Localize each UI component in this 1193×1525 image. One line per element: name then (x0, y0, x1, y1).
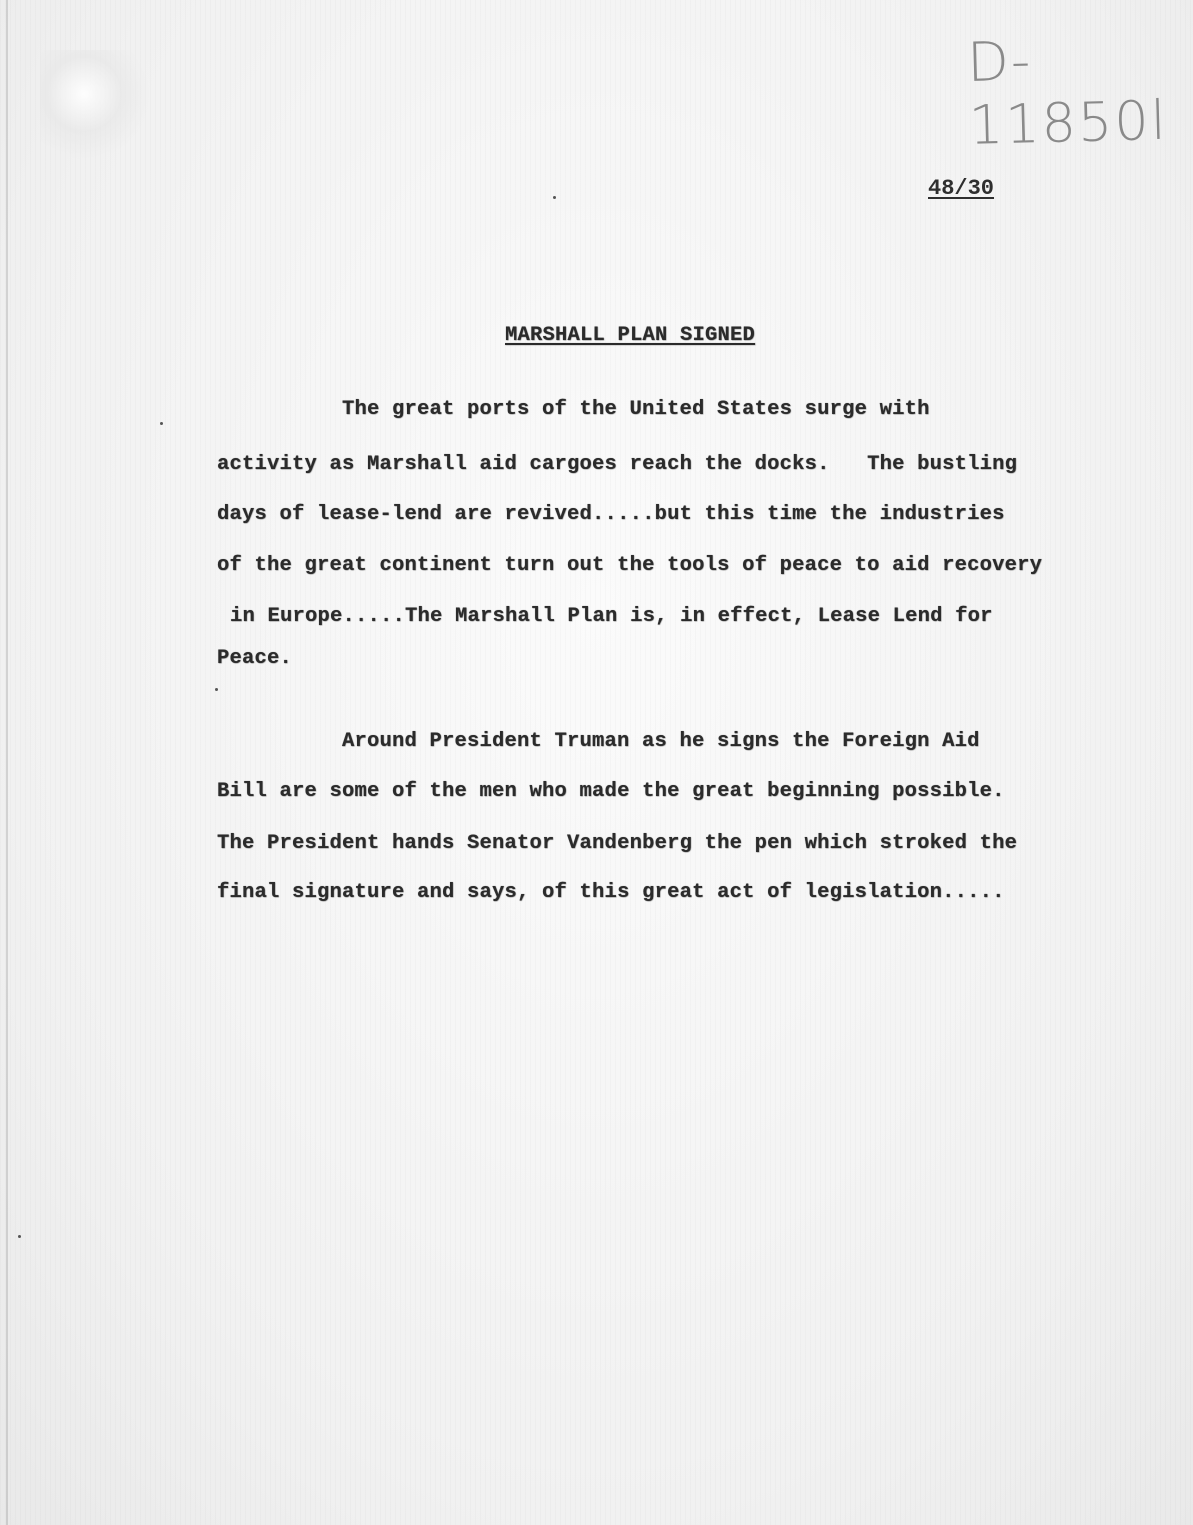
paragraph2-line: The President hands Senator Vandenberg the pen which stroked the (217, 832, 1018, 855)
paragraph1-line: in Europe.....The Marshall Plan is, in effect, Lease Lend for (230, 605, 993, 628)
handwritten-document-id: D-11850l (966, 29, 1169, 157)
document-title: MARSHALL PLAN SIGNED (505, 324, 756, 347)
paragraph2-line: Bill are some of the men who made the great beginning possible. (217, 780, 1005, 803)
paper-stain (40, 50, 150, 160)
page-number: 48/30 (928, 176, 995, 201)
speck (553, 196, 556, 199)
paragraph1-line: days of lease-lend are revived.....but this time the industries (217, 503, 1005, 526)
speck (215, 688, 218, 691)
paragraph1-line: The great ports of the United States surge with (342, 398, 930, 421)
paragraph1-line: activity as Marshall aid cargoes reach the docks. The bustling (217, 453, 1018, 476)
paragraph2-line: final signature and says, of this great act of legislation..... (217, 881, 1005, 904)
speck (18, 1235, 21, 1238)
paragraph1-line: Peace. (217, 647, 293, 670)
paper-edge (6, 0, 8, 1525)
paragraph2-line: Around President Truman as he signs the Foreign Aid (342, 730, 980, 753)
paragraph1-line: of the great continent turn out the tools of peace to aid recovery (217, 554, 1043, 577)
speck (160, 422, 163, 425)
